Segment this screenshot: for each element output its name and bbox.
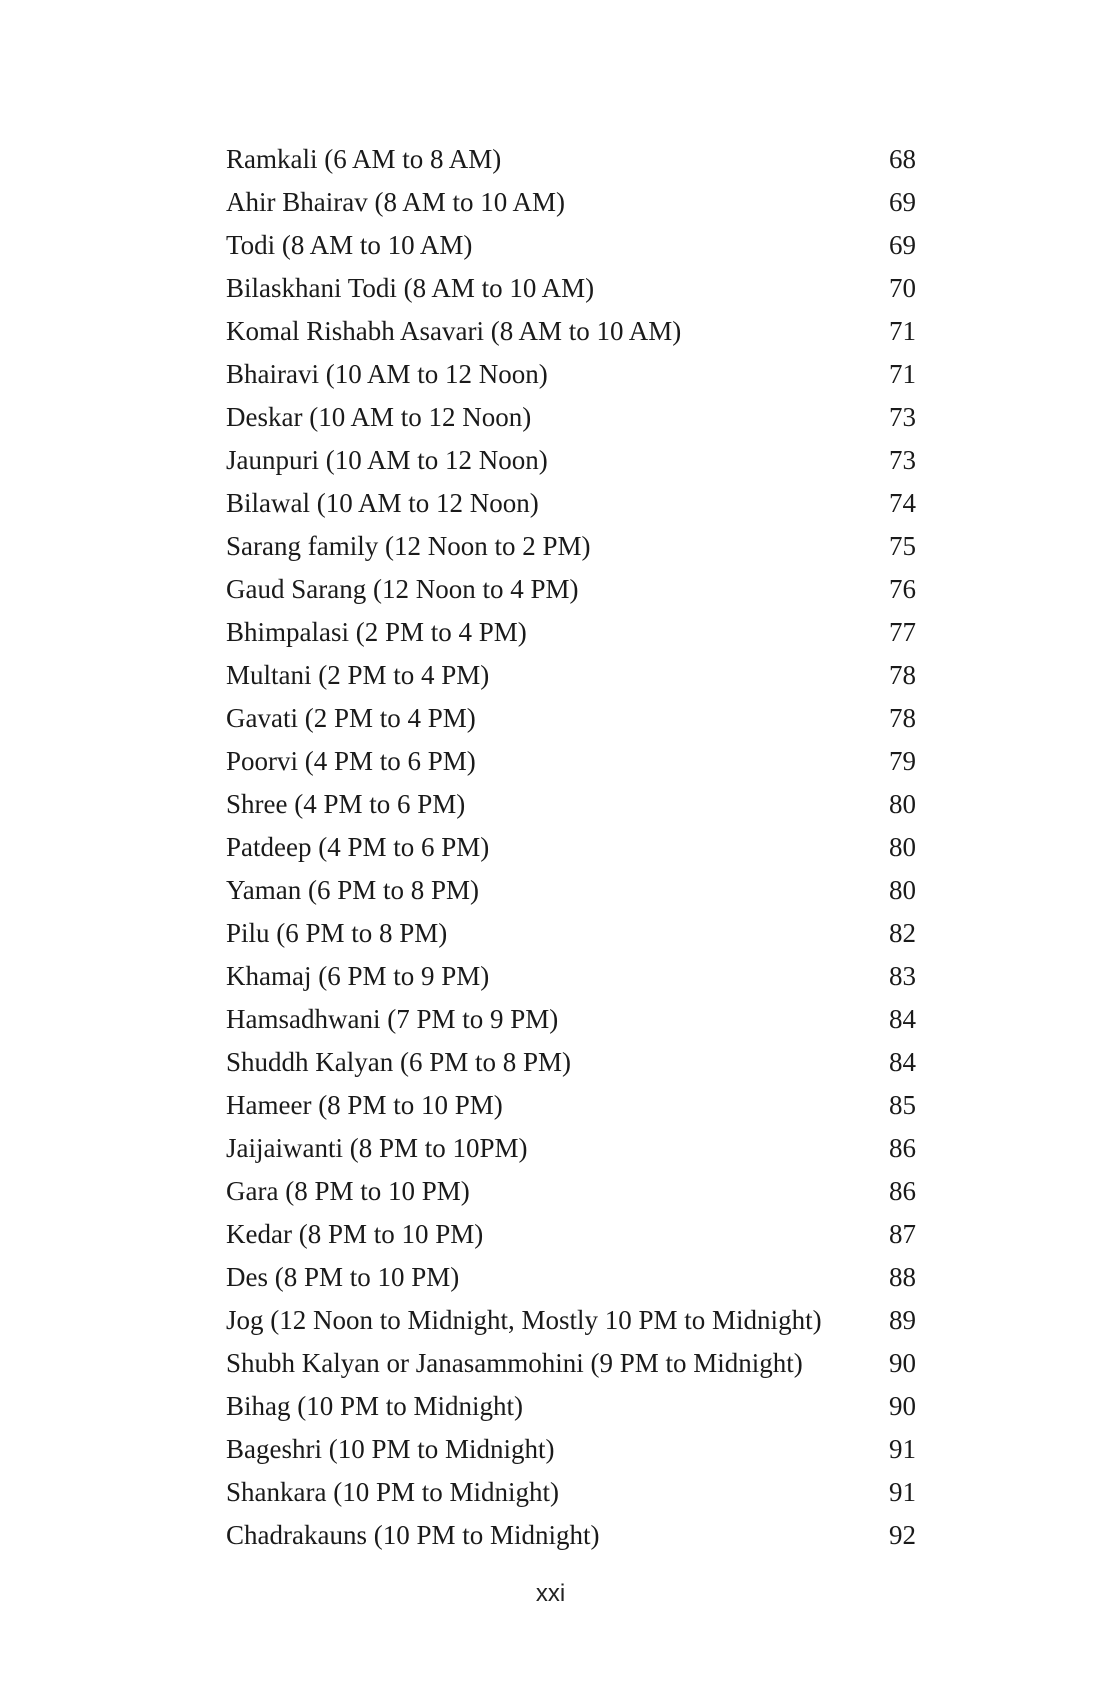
- toc-entry-title: Chadrakauns (10 PM to Midnight): [226, 1520, 600, 1550]
- table-of-contents: [226, 138, 916, 1557]
- toc-entry-page: 84: [889, 1047, 916, 1077]
- toc-entry-title: Hameer (8 PM to 10 PM): [226, 1090, 503, 1120]
- toc-entry-page: 80: [889, 789, 916, 819]
- toc-entry-title: Bihag (10 PM to Midnight): [226, 1391, 524, 1421]
- toc-entry-page: 90: [889, 1391, 916, 1421]
- toc-entry-page: 68: [889, 144, 916, 174]
- toc-entry-title: Shubh Kalyan or Janasammohini (9 PM to Midnight): [226, 1348, 803, 1378]
- toc-entry-title: Gara (8 PM to 10 PM): [226, 1176, 470, 1206]
- toc-entry: [226, 654, 916, 697]
- toc-entry-title: Deskar (10 AM to 12 Noon): [226, 402, 532, 432]
- toc-entry-page: 69: [889, 230, 916, 260]
- toc-entry: [226, 1471, 916, 1514]
- toc-entry-title: Bageshri (10 PM to Midnight): [226, 1434, 555, 1464]
- toc-entry-page: 91: [889, 1434, 916, 1464]
- toc-entry-title: Yaman (6 PM to 8 PM): [226, 875, 480, 905]
- toc-entry: [226, 1428, 916, 1471]
- toc-entry: [226, 912, 916, 955]
- toc-entry-title: Gaud Sarang (12 Noon to 4 PM): [226, 574, 579, 604]
- toc-entry: [226, 1514, 916, 1557]
- toc-entry-title: Jaijaiwanti (8 PM to 10PM): [226, 1133, 528, 1163]
- toc-entry: [226, 224, 916, 267]
- toc-entry-title: Poorvi (4 PM to 6 PM): [226, 746, 476, 776]
- toc-entry-title: Shankara (10 PM to Midnight): [226, 1477, 559, 1507]
- toc-entry-page: 88: [889, 1262, 916, 1292]
- toc-entry: [226, 611, 916, 654]
- toc-entry-title: Patdeep (4 PM to 6 PM): [226, 832, 490, 862]
- page-number: xxi: [535, 1580, 566, 1607]
- toc-entry: [226, 1041, 916, 1084]
- toc-entry-page: 69: [889, 187, 916, 217]
- toc-entry: [226, 1256, 916, 1299]
- toc-entry-page: 82: [889, 918, 916, 948]
- toc-entry-title: Khamaj (6 PM to 9 PM): [226, 961, 490, 991]
- toc-entry-title: Bilaskhani Todi (8 AM to 10 AM): [226, 273, 595, 303]
- toc-entry-page: 86: [889, 1133, 916, 1163]
- toc-entry-page: 90: [889, 1348, 916, 1378]
- toc-entry: [226, 396, 916, 439]
- toc-entry: [226, 1170, 916, 1213]
- toc-entry: [226, 869, 916, 912]
- toc-entry-title: Jaunpuri (10 AM to 12 Noon): [226, 445, 548, 475]
- toc-entry-title: Hamsadhwani (7 PM to 9 PM): [226, 1004, 559, 1034]
- toc-entry-page: 89: [889, 1305, 916, 1335]
- toc-entry-title: Gavati (2 PM to 4 PM): [226, 703, 476, 733]
- toc-entry: [226, 439, 916, 482]
- toc-entry-title: Pilu (6 PM to 8 PM): [226, 918, 448, 948]
- toc-entry: [226, 482, 916, 525]
- toc-entry: [226, 826, 916, 869]
- toc-entry-page: 91: [889, 1477, 916, 1507]
- toc-entry: [226, 1385, 916, 1428]
- toc-entry: [226, 1084, 916, 1127]
- toc-entry: [226, 310, 916, 353]
- toc-entry: [226, 1342, 916, 1385]
- toc-entry: [226, 568, 916, 611]
- toc-entry-page: 71: [889, 316, 916, 346]
- toc-entry-title: Jog (12 Noon to Midnight, Mostly 10 PM to Midnight): [226, 1305, 822, 1335]
- toc-entry-title: Todi (8 AM to 10 AM): [226, 230, 473, 260]
- toc-entry: [226, 525, 916, 568]
- toc-entry-page: 74: [889, 488, 916, 518]
- toc-entry-title: Komal Rishabh Asavari (8 AM to 10 AM): [226, 316, 682, 346]
- toc-entry: [226, 697, 916, 740]
- toc-entry-page: 71: [889, 359, 916, 389]
- toc-entry-page: 73: [889, 445, 916, 475]
- toc-entry: [226, 181, 916, 224]
- toc-entry: [226, 955, 916, 998]
- toc-entry-title: Bhairavi (10 AM to 12 Noon): [226, 359, 548, 389]
- toc-entry-page: 75: [889, 531, 916, 561]
- toc-entry-page: 78: [889, 660, 916, 690]
- toc-entry-title: Shuddh Kalyan (6 PM to 8 PM): [226, 1047, 572, 1077]
- toc-entry: [226, 353, 916, 396]
- toc-entry-page: 70: [889, 273, 916, 303]
- toc-entry: [226, 998, 916, 1041]
- toc-entry-page: 78: [889, 703, 916, 733]
- toc-entry-page: 79: [889, 746, 916, 776]
- toc-entry-title: Ahir Bhairav (8 AM to 10 AM): [226, 187, 565, 217]
- toc-entry: [226, 740, 916, 783]
- toc-entry-title: Ramkali (6 AM to 8 AM): [226, 144, 502, 174]
- toc-entry-page: 76: [889, 574, 916, 604]
- toc-entry-title: Bhimpalasi (2 PM to 4 PM): [226, 617, 527, 647]
- toc-entry-title: Multani (2 PM to 4 PM): [226, 660, 490, 690]
- toc-entry-page: 73: [889, 402, 916, 432]
- toc-entry-page: 84: [889, 1004, 916, 1034]
- toc-entry-page: 77: [889, 617, 916, 647]
- toc-entry: [226, 267, 916, 310]
- toc-entry-title: Bilawal (10 AM to 12 Noon): [226, 488, 539, 518]
- toc-entry-title: Kedar (8 PM to 10 PM): [226, 1219, 484, 1249]
- toc-entry: [226, 138, 916, 181]
- toc-entry-page: 86: [889, 1176, 916, 1206]
- toc-entry-title: Sarang family (12 Noon to 2 PM): [226, 531, 591, 561]
- toc-entry-page: 87: [889, 1219, 916, 1249]
- toc-entry: [226, 1299, 916, 1342]
- toc-entry-page: 92: [889, 1520, 916, 1550]
- toc-entry-page: 83: [889, 961, 916, 991]
- toc-entry-page: 80: [889, 832, 916, 862]
- toc-entry-title: Shree (4 PM to 6 PM): [226, 789, 466, 819]
- toc-entry-title: Des (8 PM to 10 PM): [226, 1262, 460, 1292]
- toc-entry: [226, 1213, 916, 1256]
- toc-entry-page: 85: [889, 1090, 916, 1120]
- toc-entry-page: 80: [889, 875, 916, 905]
- toc-entry: [226, 783, 916, 826]
- toc-entry: [226, 1127, 916, 1170]
